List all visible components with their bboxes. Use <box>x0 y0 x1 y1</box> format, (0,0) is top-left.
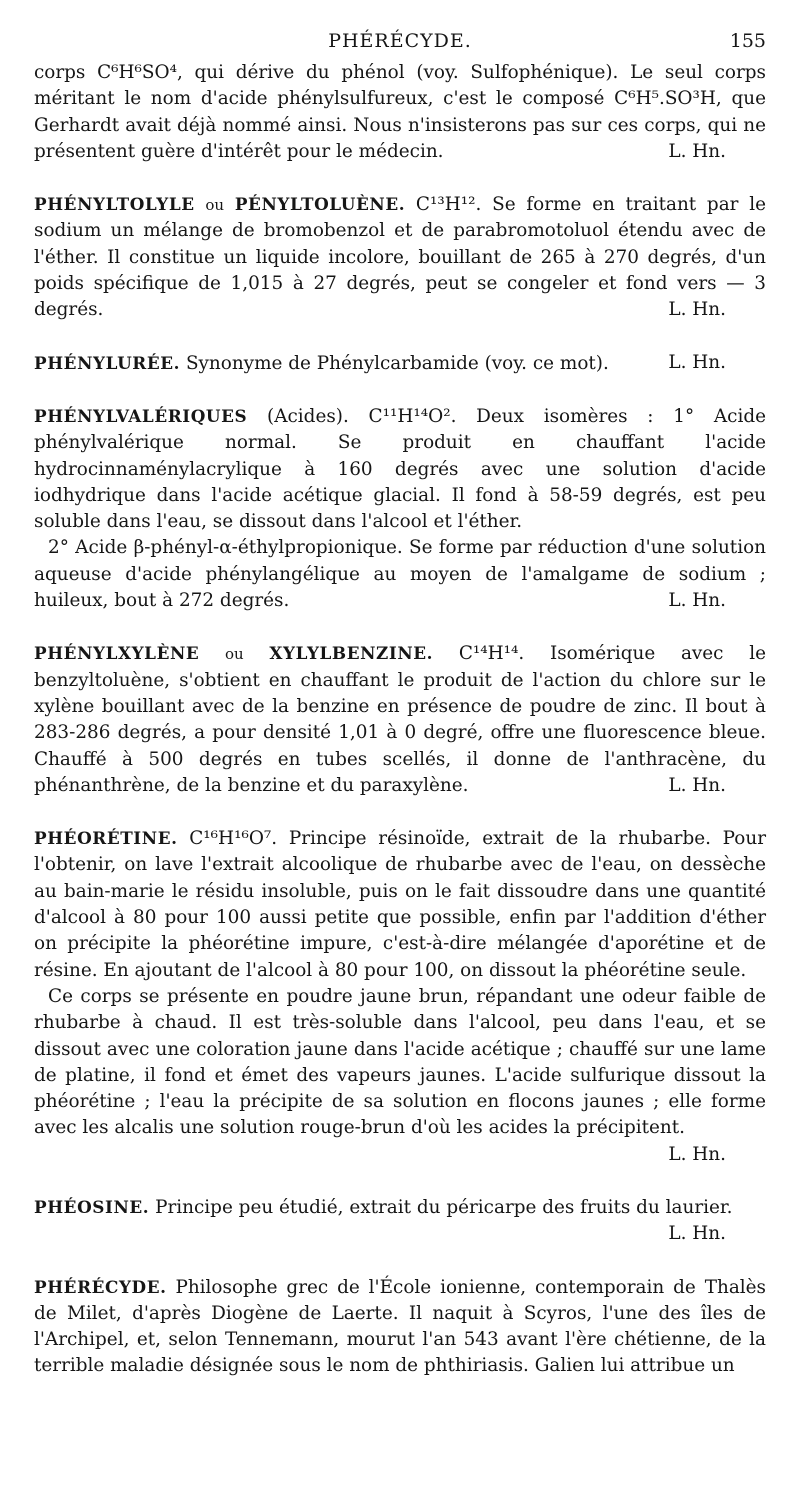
entry-text: Synonyme de Phénylcarbamide (voy. ce mot). <box>185 352 609 374</box>
signature: L. Hn. <box>668 590 726 612</box>
running-title: PHÉRÉCYDE. <box>328 30 472 52</box>
entry-pheoretine <box>34 825 766 984</box>
page-number: 155 <box>729 30 766 52</box>
entry-phenyluree <box>34 350 766 377</box>
entry-text: Principe peu étudié, extrait du péricarpe des fruits du laurier. <box>155 1196 733 1218</box>
entry-phenylvaleriques <box>34 403 766 535</box>
headword-alt: XYLYLBENZINE. <box>269 643 434 664</box>
signature: L. Hn. <box>668 351 726 373</box>
entry-text: C¹⁶H¹⁶O⁷. Principe résinoïde, extrait de la rhubarbe. Pour l'obtenir, on lave l'extrait alcoolique de rhubarbe avec de l'eau, on dessèche au bain-marie le résidu insoluble, puis on le fait dissoudre dans une quantité d'alcool à 80 pour 100 aussi petite que possible, enfin par l'addition d'éther on précipite la phéorétine impure, c'est-à-dire mélangée d'aporétine et de résine. En ajoutant de l'alcool à 80 pour 100, on dissout la phéorétine seule. <box>34 828 766 981</box>
entry-phenylxylene <box>34 640 766 799</box>
document-page <box>34 30 766 1380</box>
running-head <box>34 30 766 60</box>
signature: L. Hn. <box>668 140 726 162</box>
signature: L. Hn. <box>668 1223 726 1245</box>
headword: PHÉRÉCYDE. <box>34 1276 167 1297</box>
entry-text: 2° Acide β-phényl-α-éthylpropionique. Se forme par réduction d'une solution aqueuse d'acide phénylangélique au moyen de l'amalgame de sodium ; huileux, bout à 272 degrés. <box>34 537 766 612</box>
entry-phenylvaleriques-part2 <box>34 535 766 614</box>
entry-pheosine <box>34 1194 766 1248</box>
signature: L. Hn. <box>668 774 726 796</box>
headword-conj: ou <box>205 196 225 215</box>
entry-text: Philosophe grec de l'École ionienne, contemporain de Thalès de Milet, d'après Diogène de Laerte. Il naquit à Scyros, l'une des îles de l'Archipel, et, selon Tennemann, mourut l'an 543 avant l'ère chétienne, de la terrible maladie désignée sous le nom de phthiriasis. Galien lui attribue un <box>34 1276 766 1377</box>
headword: PHÉOSINE. <box>34 1196 150 1217</box>
headword-conj: ou <box>225 645 244 664</box>
entry-text: C¹³H¹². Se forme en traitant par le sodium un mélange de bromobenzol et de parabromotoluol étendu avec de l'éther. Il constitue un liquide incolore, bouillant de 265 à 270 degrés, d'un poids spécifique de 1,015 à 27 degrés, peut se congeler et fond vers — 3 degrés. <box>34 194 766 321</box>
entry-pheoretine-part2 <box>34 984 766 1168</box>
entry-pherecyde <box>34 1274 766 1380</box>
entry-text: corps C⁶H⁶SO⁴, qui dérive du phénol (voy. Sulfophénique). Le seul corps méritant le nom d'acide phénylsulfureux, c'est le composé C⁶H⁵.SO³H, que Gerhardt avait déjà nommé ainsi. Nous n'insisterons pas sur ces corps, qui ne présentent guère d'intérêt pour le médecin. <box>34 62 766 162</box>
entry-continuation <box>34 60 766 165</box>
entry-phenyltolyle <box>34 191 766 323</box>
headword-alt: PÉNYLTOLUÈNE. <box>234 194 406 215</box>
headword: PHÉNYLXYLÈNE <box>34 643 200 664</box>
entry-text: C¹⁴H¹⁴. Isomérique avec le benzyltoluène, s'obtient en chauffant le produit de l'action du chlore sur le xylène bouillant avec de la benzine en présence de poudre de zinc. Il bout à 283-286 degrés, a pour densité 1,01 à 0 degré, offre une fluorescence bleue. Chauffé à 500 degrés en tubes scellés, il donne de l'anthracène, du phénanthrène, de la benzine et du paraxylène. <box>34 643 766 796</box>
headword: PHÉORÉTINE. <box>34 828 178 849</box>
headword: PHÉNYLURÉE. <box>34 352 181 373</box>
entry-text: Ce corps se présente en poudre jaune brun, répandant une odeur faible de rhubarbe à chaud. Il est très-soluble dans l'alcool, peu dans l'eau, et se dissout avec une coloration jaune dans l'acide acétique ; chauffé sur une lame de platine, il fond et émet des vapeurs jaunes. L'acide sulfurique dissout la phéorétine ; l'eau la précipite de sa solution en flocons jaunes ; elle forme avec les alcalis une solution rouge-brun d'où les acides la précipitent. <box>34 985 766 1139</box>
headword: PHÉNYLVALÉRIQUES <box>34 405 248 426</box>
headword: PHÉNYLTOLYLE <box>34 194 195 215</box>
signature: L. Hn. <box>668 299 726 321</box>
signature: L. Hn. <box>668 1143 726 1165</box>
entry-text: (Acides). C¹¹H¹⁴O². Deux isomères : 1° Acide phénylvalérique normal. Se produit en chauffant l'acide hydrocinnaménylacrylique à 160 degrés avec une solution d'acide iodhydrique dans l'acide acétique glacial. Il fond à 58-59 degrés, est peu soluble dans l'eau, se dissout dans l'alcool et l'éther. <box>34 405 766 533</box>
